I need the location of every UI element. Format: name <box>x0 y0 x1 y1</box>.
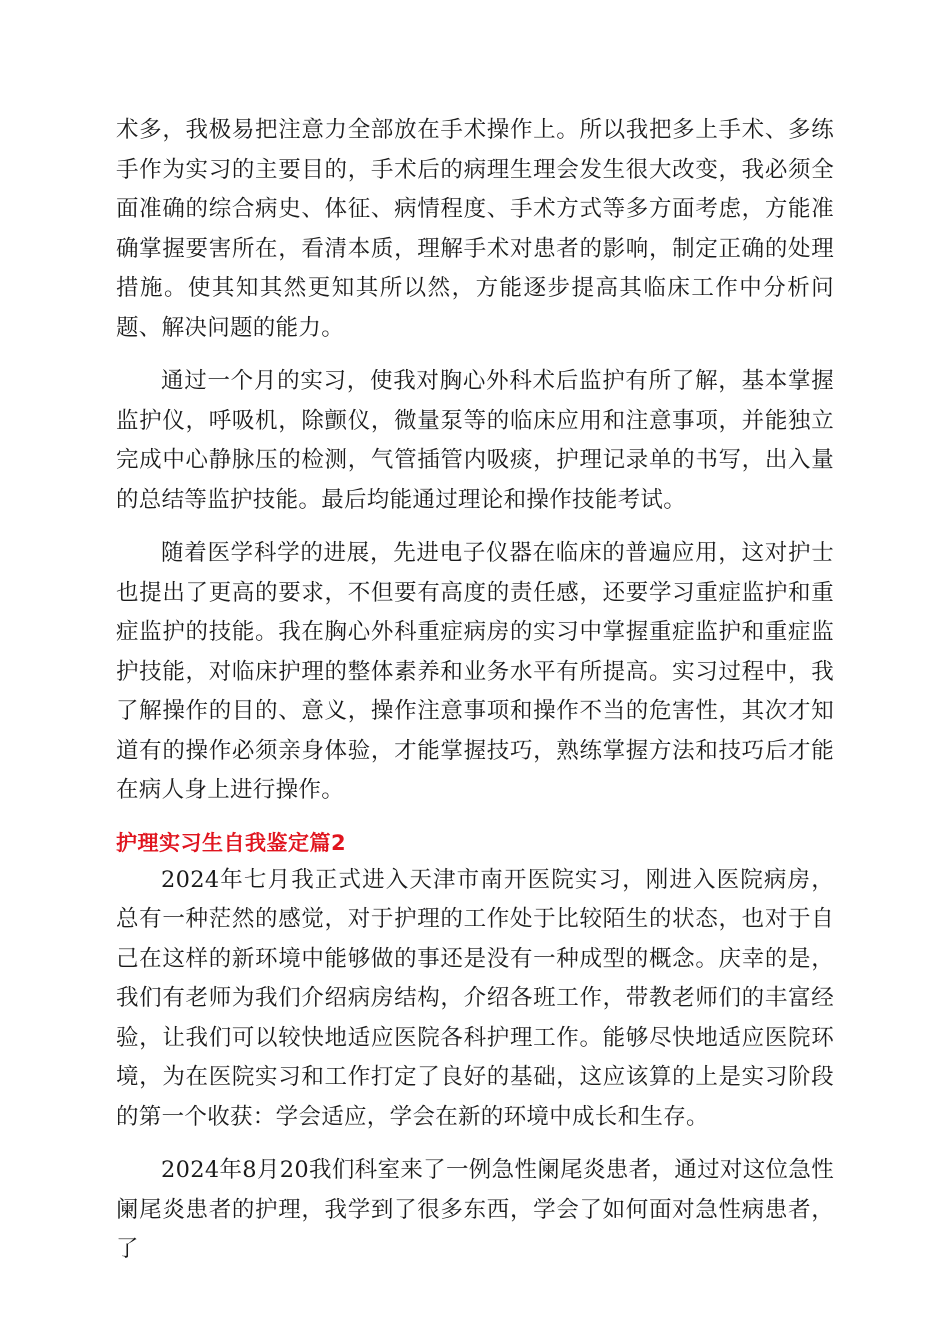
paragraph-icu-skills: 随着医学科学的进展，先进电子仪器在临床的普遍应用，这对护士也提出了更高的要求，不但要有高度的责任感，还要学习重症监护和重症监护的技能。我在胸心外科重症病房的实习中掌握重症监护和重症监护技能，对临床护理的整体素养和业务水平有所提高。实习过程中，我了解操作的目的、意义，操作注意事项和操作不当的危害性，其次才知道有的操作必须亲身体验，才能掌握技巧，熟练掌握方法和技巧后才能在病人身上进行操作。 <box>116 540 834 803</box>
paragraph-appendicitis-case: 2024年8月20我们科室来了一例急性阑尾炎患者，通过对这位急性阑尾炎患者的护理，我学到了很多东西，学会了如何面对急性病患者，了 <box>116 1157 834 1262</box>
document-body <box>116 111 834 1270</box>
section-heading: 护理实习生自我鉴定篇2 <box>116 830 347 855</box>
paragraph-monitoring-skills: 通过一个月的实习，使我对胸心外科术后监护有所了解，基本掌握监护仪，呼吸机，除颤仪，微量泵等的临床应用和注意事项，并能独立完成中心静脉压的检测，气管插管内吸痰，护理记录单的书写，出入量的总结等监护技能。最后均能通过理论和操作技能考试。 <box>116 368 834 513</box>
paragraph-july-internship: 2024年七月我正式进入天津市南开医院实习，刚进入医院病房，总有一种茫然的感觉，对于护理的工作处于比较陌生的状态，也对于自己在这样的新环境中能够做的事还是没有一种成型的概念。庆幸的是，我们有老师为我们介绍病房结构，介绍各班工作，带教老师们的丰富经验，让我们可以较快地适应医院各科护理工作。能够尽快地适应医院环境，为在医院实习和工作打定了良好的基础，这应该算的上是实习阶段的第一个收获：学会适应，学会在新的环境中成长和生存。 <box>116 866 834 1130</box>
paragraph-continued: 术多，我极易把注意力全部放在手术操作上。所以我把多上手术、多练手作为实习的主要目的，手术后的病理生理会发生很大改变，我必须全面准确的综合病史、体征、病情程度、手术方式等多方面考虑，方能准确掌握要害所在，看清本质，理解手术对患者的影响，制定正确的处理措施。使其知其然更知其所以然，方能逐步提高其临床工作中分析问题、解决问题的能力。 <box>116 117 834 341</box>
